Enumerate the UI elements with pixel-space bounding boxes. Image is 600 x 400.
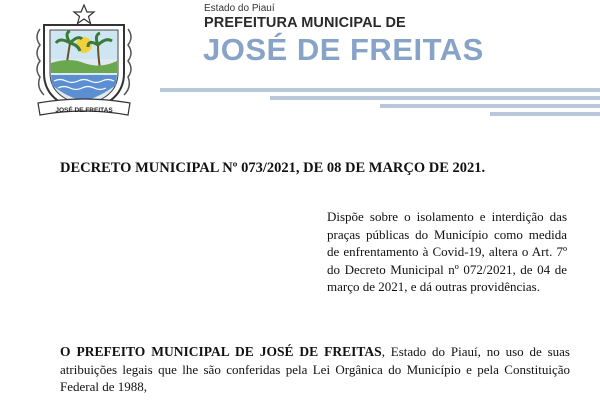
municipal-coat-of-arms	[30, 3, 138, 123]
stripe	[160, 88, 600, 92]
crest-banner-text: JOSÉ DE FREITAS	[55, 107, 113, 114]
preamble-text: , Estado do Piauí, no uso de suas atribuições legais que lhe são conferidas pela Lei Orgânica do Município e pela Constituição Federal de 1988,	[60, 344, 570, 394]
stripe	[490, 112, 600, 116]
stripe	[380, 104, 600, 108]
decree-summary: Dispõe sobre o isolamento e interdição das praças públicas do Município como medida de enfrentamento à Covid-19, altera o Art. 7º do Decreto Municipal nº 072/2021, de 04 de março de 2021, e dá outras providências.	[327, 209, 567, 294]
decree-title: DECRETO MUNICIPAL Nº 073/2021, DE 08 DE MARÇO DE 2021.	[60, 160, 486, 176]
city-name: JOSÉ DE FREITAS	[203, 32, 484, 67]
letterhead	[0, 0, 600, 125]
prefeitura-label: PREFEITURA MUNICIPAL DE	[204, 15, 406, 31]
stripe	[270, 96, 600, 100]
decree-preamble	[60, 343, 570, 396]
preamble-lead: O PREFEITO MUNICIPAL DE JOSÉ DE FREITAS	[60, 344, 382, 359]
decorative-stripes	[160, 88, 600, 118]
state-name: Estado do Piauí	[204, 3, 275, 14]
